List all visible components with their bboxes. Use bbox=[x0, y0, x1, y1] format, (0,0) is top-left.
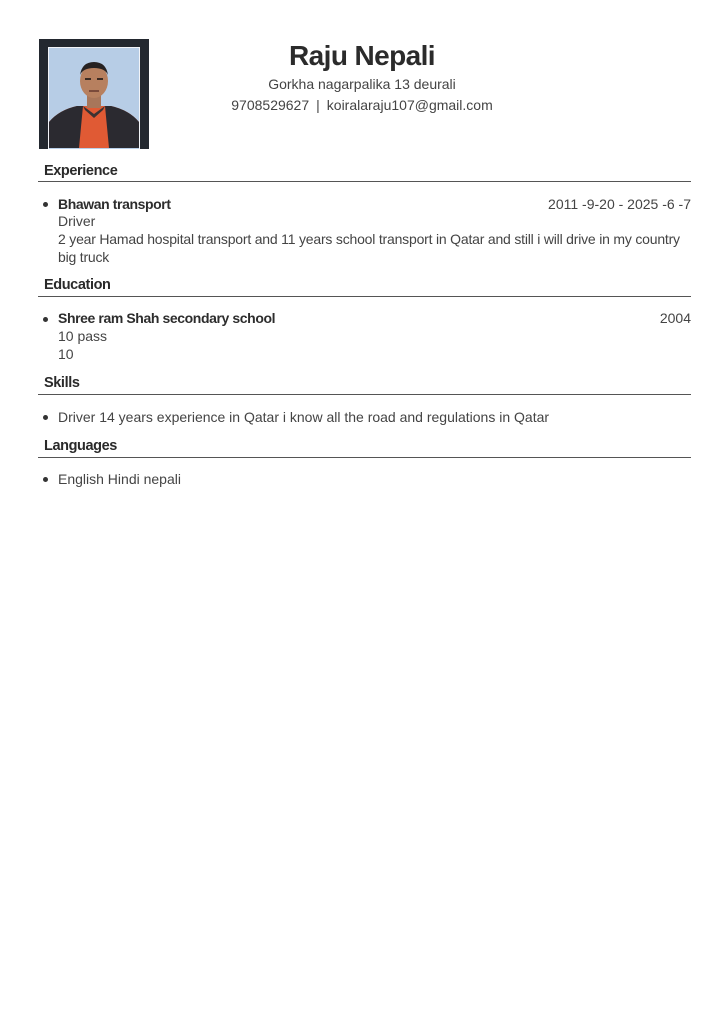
contact-separator: | bbox=[316, 97, 320, 113]
candidate-address: Gorkha nagarpalika 13 deurali bbox=[268, 76, 456, 92]
language-item: English Hindi nepali bbox=[58, 471, 181, 487]
email-address: koiralaraju107@gmail.com bbox=[326, 97, 493, 113]
phone-number: 9708529627 bbox=[231, 97, 310, 113]
experience-role: Driver bbox=[58, 213, 96, 229]
education-school: Shree ram Shah secondary school bbox=[58, 310, 276, 326]
bullet-icon bbox=[43, 415, 48, 420]
bullet-icon bbox=[43, 477, 48, 482]
languages-divider bbox=[38, 457, 691, 458]
languages-heading: Languages bbox=[44, 438, 117, 454]
education-detail-1: 10 pass bbox=[58, 328, 108, 344]
bullet-icon bbox=[43, 317, 48, 322]
experience-dates: 2011 -9-20 - 2025 -6 -7 bbox=[548, 196, 691, 212]
experience-company: Bhawan transport bbox=[58, 196, 171, 212]
education-detail-2: 10 bbox=[58, 346, 74, 362]
bullet-icon bbox=[43, 202, 48, 207]
education-divider bbox=[38, 296, 691, 297]
experience-heading: Experience bbox=[44, 163, 118, 179]
skill-item: Driver 14 years experience in Qatar i know all the road and regulations in Qatar bbox=[58, 409, 550, 425]
candidate-name: Raju Nepali bbox=[289, 40, 435, 71]
skills-divider bbox=[38, 394, 691, 395]
education-year: 2004 bbox=[659, 310, 691, 326]
contact-line bbox=[0, 97, 724, 113]
education-heading: Education bbox=[44, 277, 111, 293]
experience-divider bbox=[38, 181, 691, 182]
resume-header bbox=[0, 0, 724, 150]
experience-description: 2 year Hamad hospital transport and 11 years school transport in Qatar and still i will drive in my country big truck bbox=[58, 231, 680, 265]
skills-heading: Skills bbox=[44, 375, 80, 391]
